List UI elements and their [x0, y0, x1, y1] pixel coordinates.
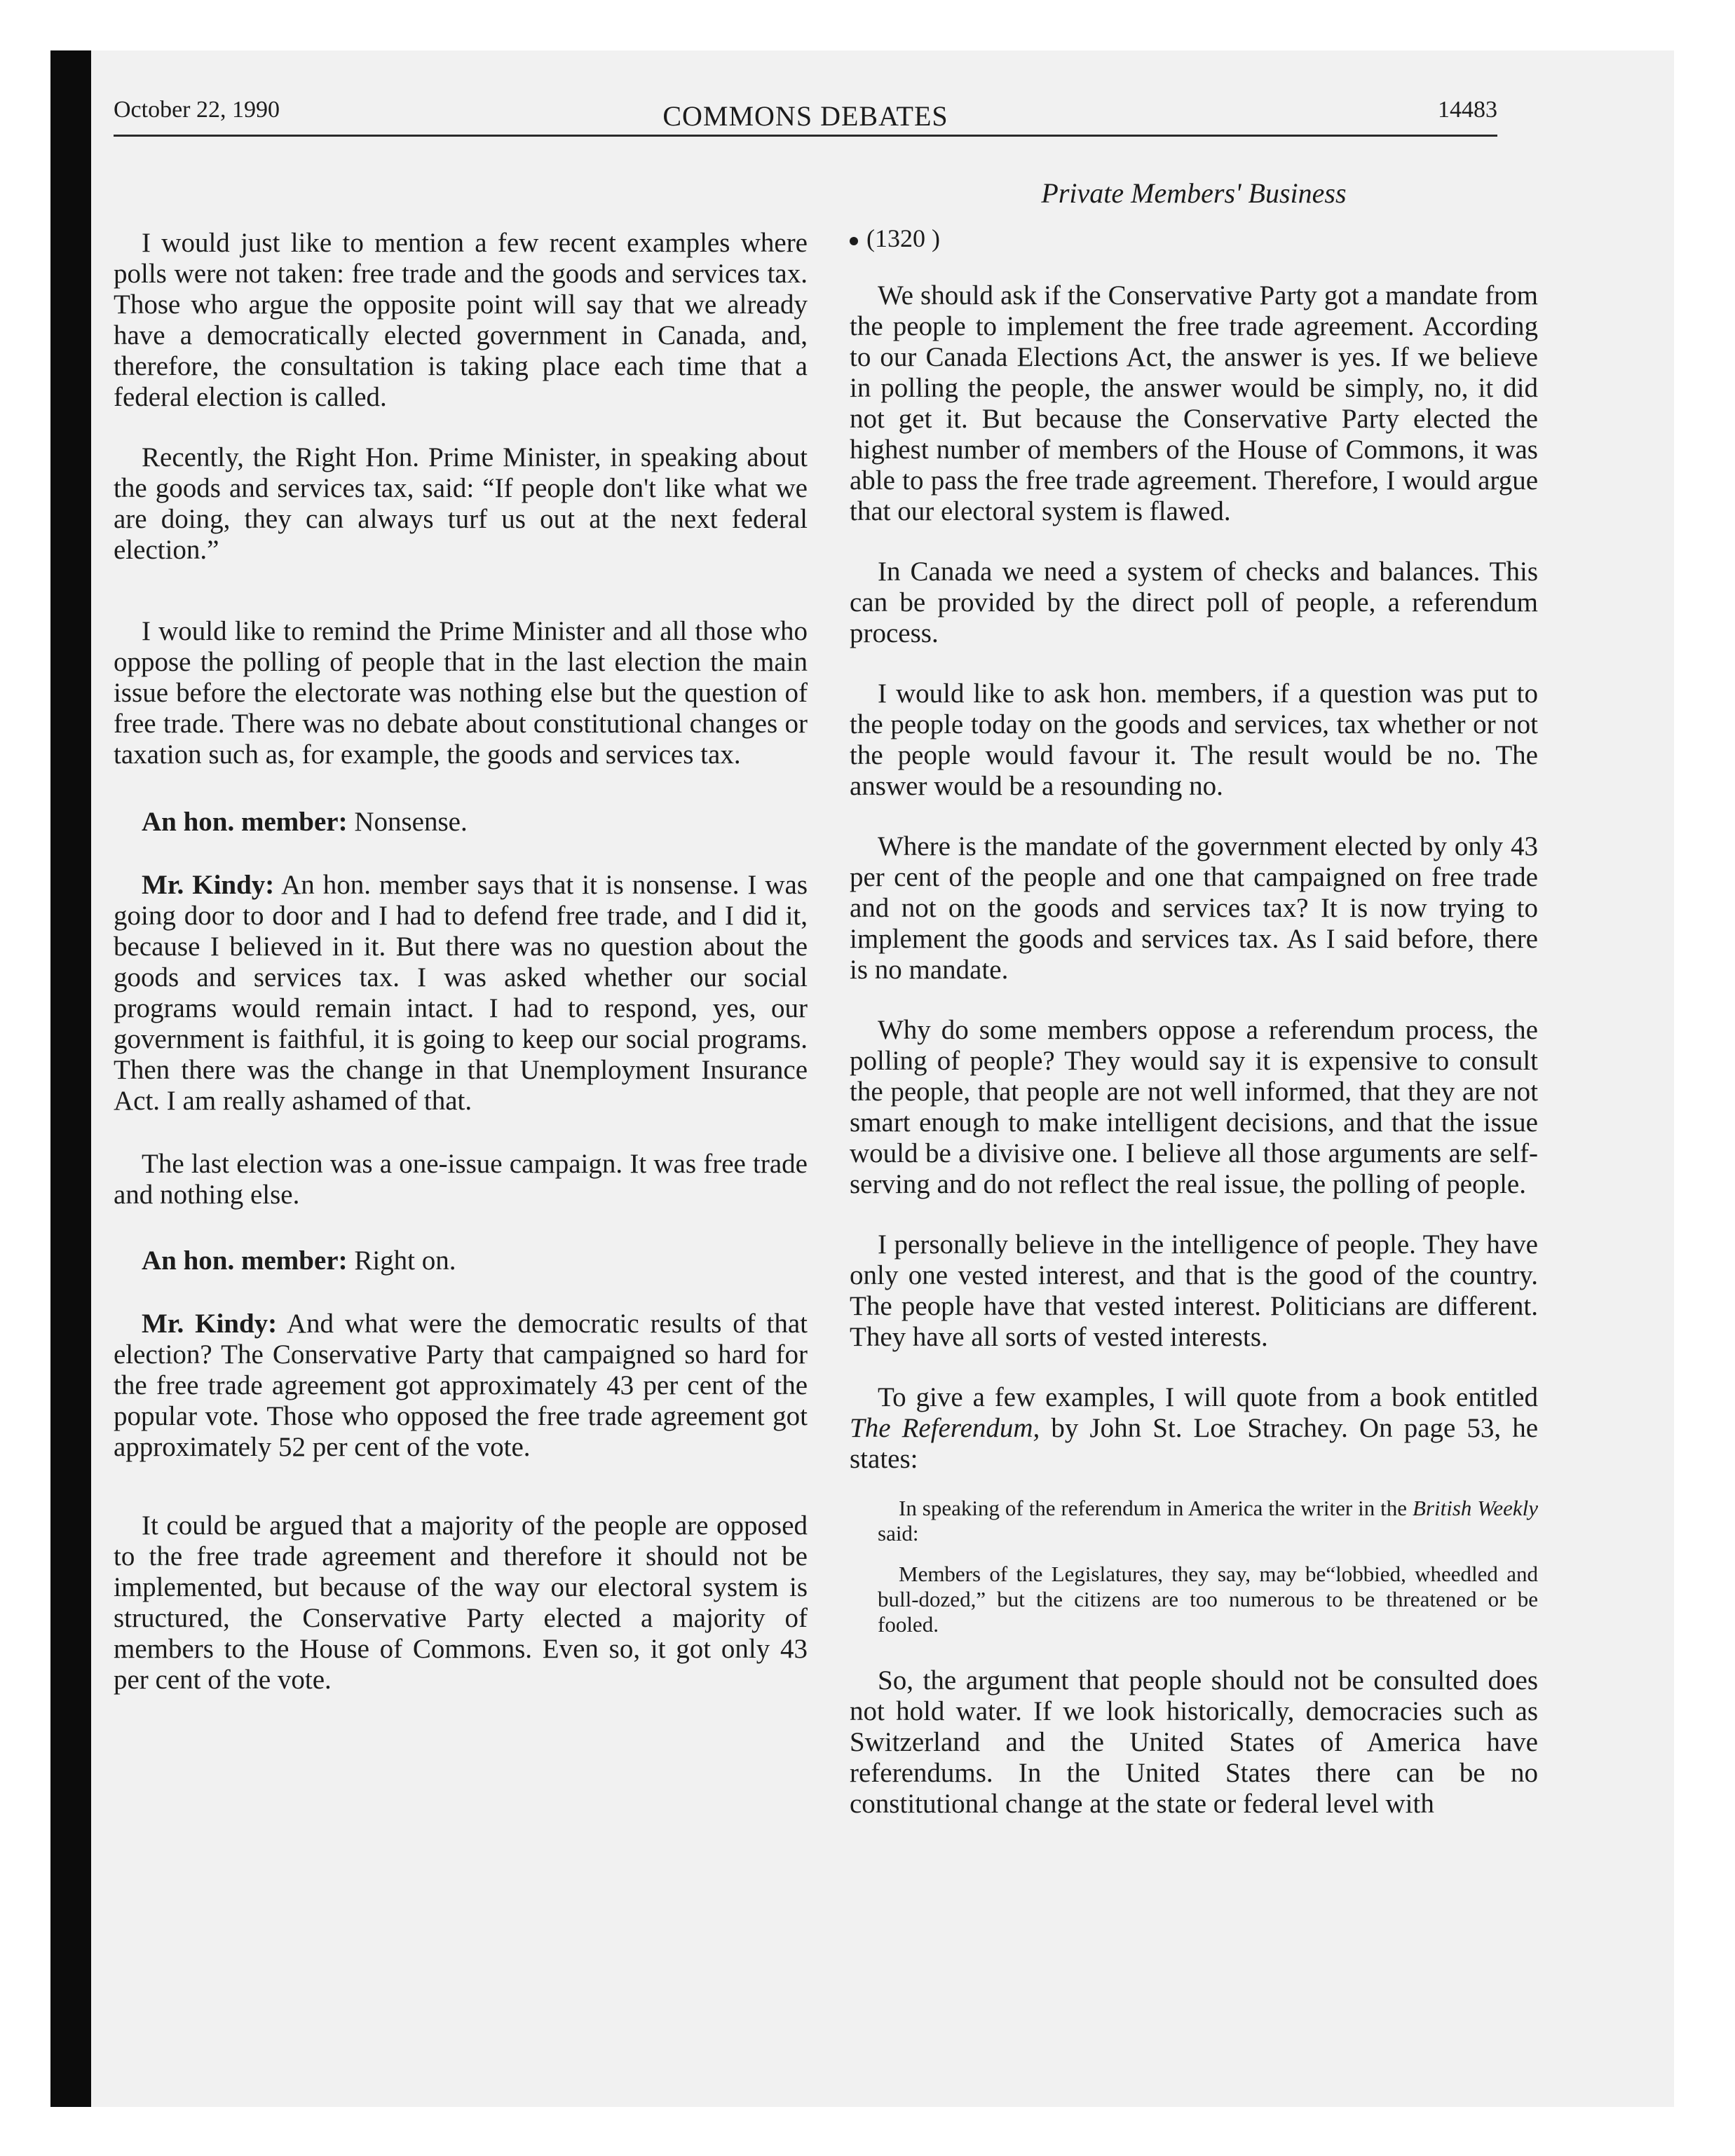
header-date: October 22, 1990: [114, 97, 280, 123]
book-title: The Referendum,: [850, 1413, 1040, 1443]
timestamp: [850, 223, 1538, 254]
paragraph-text: by John St. Loe Strachey. On page 53, he states:: [850, 1413, 1539, 1474]
speech-text: And what were the democratic results of that election? The Conservative Party that campaigned so hard for the free trade agreement got approximately 43 per cent of the popular vote. Those who opposed the free trade agreement got approximately 52 per cent of the vote.: [114, 1309, 808, 1462]
paragraph: Recently, the Right Hon. Prime Minister, in speaking about the goods and services tax, said: “If people don't like what we are doing, they can always turf us out at the next federal election.”: [114, 442, 808, 565]
speech-text: Nonsense.: [347, 807, 468, 837]
paragraph: I would just like to mention a few recent examples where polls were not taken: free trade and the goods and services tax. Those who argue the opposite point will say that we already have a democratically elected government in Canada, and, therefore, the consultation is taking place each time that a federal election is called.: [114, 228, 808, 412]
right-column: [850, 223, 1538, 1849]
paragraph: So, the argument that people should not be consulted does not hold water. If we look historically, democracies such as Switzerland and the United States of America have referendums. In the United States there can be no constitutional change at the state or federal level with: [850, 1665, 1538, 1819]
bullet-dot-icon: [850, 237, 858, 245]
running-head: Private Members' Business: [1041, 177, 1347, 209]
quote-paragraph: [878, 1496, 1538, 1546]
timestamp-text: (1320 ): [866, 224, 940, 252]
paragraph: Where is the mandate of the government elected by only 43 per cent of the people and one that campaigned on free trade and not on the goods and services tax? It is now trying to implement the goods and services tax. As I said before, there is no mandate.: [850, 831, 1538, 985]
speech: [114, 807, 808, 838]
speech: [114, 870, 808, 1117]
paragraph: Why do some members oppose a referendum process, the polling of people? They would say it is expensive to consult the people, that people are not well informed, that they are not smart enough to make intelligent decisions, and that the issue would be a divisive one. I believe all those arguments are self-serving and do not reflect the real issue, the polling of people.: [850, 1015, 1538, 1199]
speech: [114, 1309, 808, 1463]
paragraph: The last election was a one-issue campaign. It was free trade and nothing else.: [114, 1149, 808, 1210]
speaker-name: An hon. member:: [142, 1246, 348, 1276]
header-title: COMMONS DEBATES: [662, 100, 948, 132]
page-header: [114, 93, 1497, 137]
paragraph: I would like to remind the Prime Minister and all those who oppose the polling of people that in the last election the main issue before the electorate was nothing else but the question of free trade. There was no debate about constitutional changes or taxation such as, for example, the goods and services tax.: [114, 616, 808, 770]
paragraph: I would like to ask hon. members, if a question was put to the people today on the goods and services, tax whether or not the people would favour it. The result would be no. The answer would be a resounding no.: [850, 678, 1538, 801]
left-column: [114, 228, 808, 1725]
scan-edge-bar: [50, 50, 91, 2107]
publication-name: British Weekly: [1413, 1496, 1538, 1520]
speech: [114, 1246, 808, 1276]
quote-text: said:: [878, 1521, 919, 1546]
paragraph: I personally believe in the intelligence of people. They have only one vested interest, and that is the good of the country. The people have that vested interest. Politicians are different. They have all sorts of vested interests.: [850, 1229, 1538, 1352]
paragraph-text: To give a few examples, I will quote from a book entitled: [878, 1382, 1538, 1412]
quote-text: In speaking of the referendum in America the writer in the: [899, 1496, 1413, 1520]
speaker-name: Mr. Kindy:: [142, 1309, 278, 1339]
speaker-name: Mr. Kindy:: [142, 870, 275, 900]
paragraph: We should ask if the Conservative Party got a mandate from the people to implement the free trade agreement. According to our Canada Elections Act, the answer is yes. If we believe in polling the people, the answer would be simply, no, it did not get it. But because the Conservative Party elected the highest number of members of the House of Commons, it was able to pass the free trade agreement. Therefore, I would argue that our electoral system is flawed.: [850, 280, 1538, 526]
speech-text: Right on.: [347, 1246, 456, 1276]
paragraph: It could be argued that a majority of the people are opposed to the free trade agreement and therefore it should not be implemented, but because of the way our electoral system is structured, the Conservative Party elected a majority of members to the House of Commons. Even so, it got only 43 per cent of the vote.: [114, 1510, 808, 1695]
speech-text: An hon. member says that it is nonsense. I was going door to door and I had to defend free trade, and I did it, because I believed in it. But there was no question about the goods and services tax. I was asked whether our social programs would remain intact. I had to respond, yes, our government is faithful, it is going to keep our social programs. Then there was the change in that Unemployment Insurance Act. I am really ashamed of that.: [114, 870, 808, 1116]
block-quote: [878, 1496, 1538, 1637]
speaker-name: An hon. member:: [142, 807, 348, 837]
quote-paragraph: Members of the Legislatures, they say, may be“lobbied, wheedled and bull-dozed,” but the citizens are too numerous to be threatened or be fooled.: [878, 1562, 1538, 1637]
paragraph: [850, 1382, 1538, 1475]
paragraph: In Canada we need a system of checks and balances. This can be provided by the direct poll of people, a referendum process.: [850, 557, 1538, 648]
header-page-number: 14483: [1438, 97, 1497, 123]
